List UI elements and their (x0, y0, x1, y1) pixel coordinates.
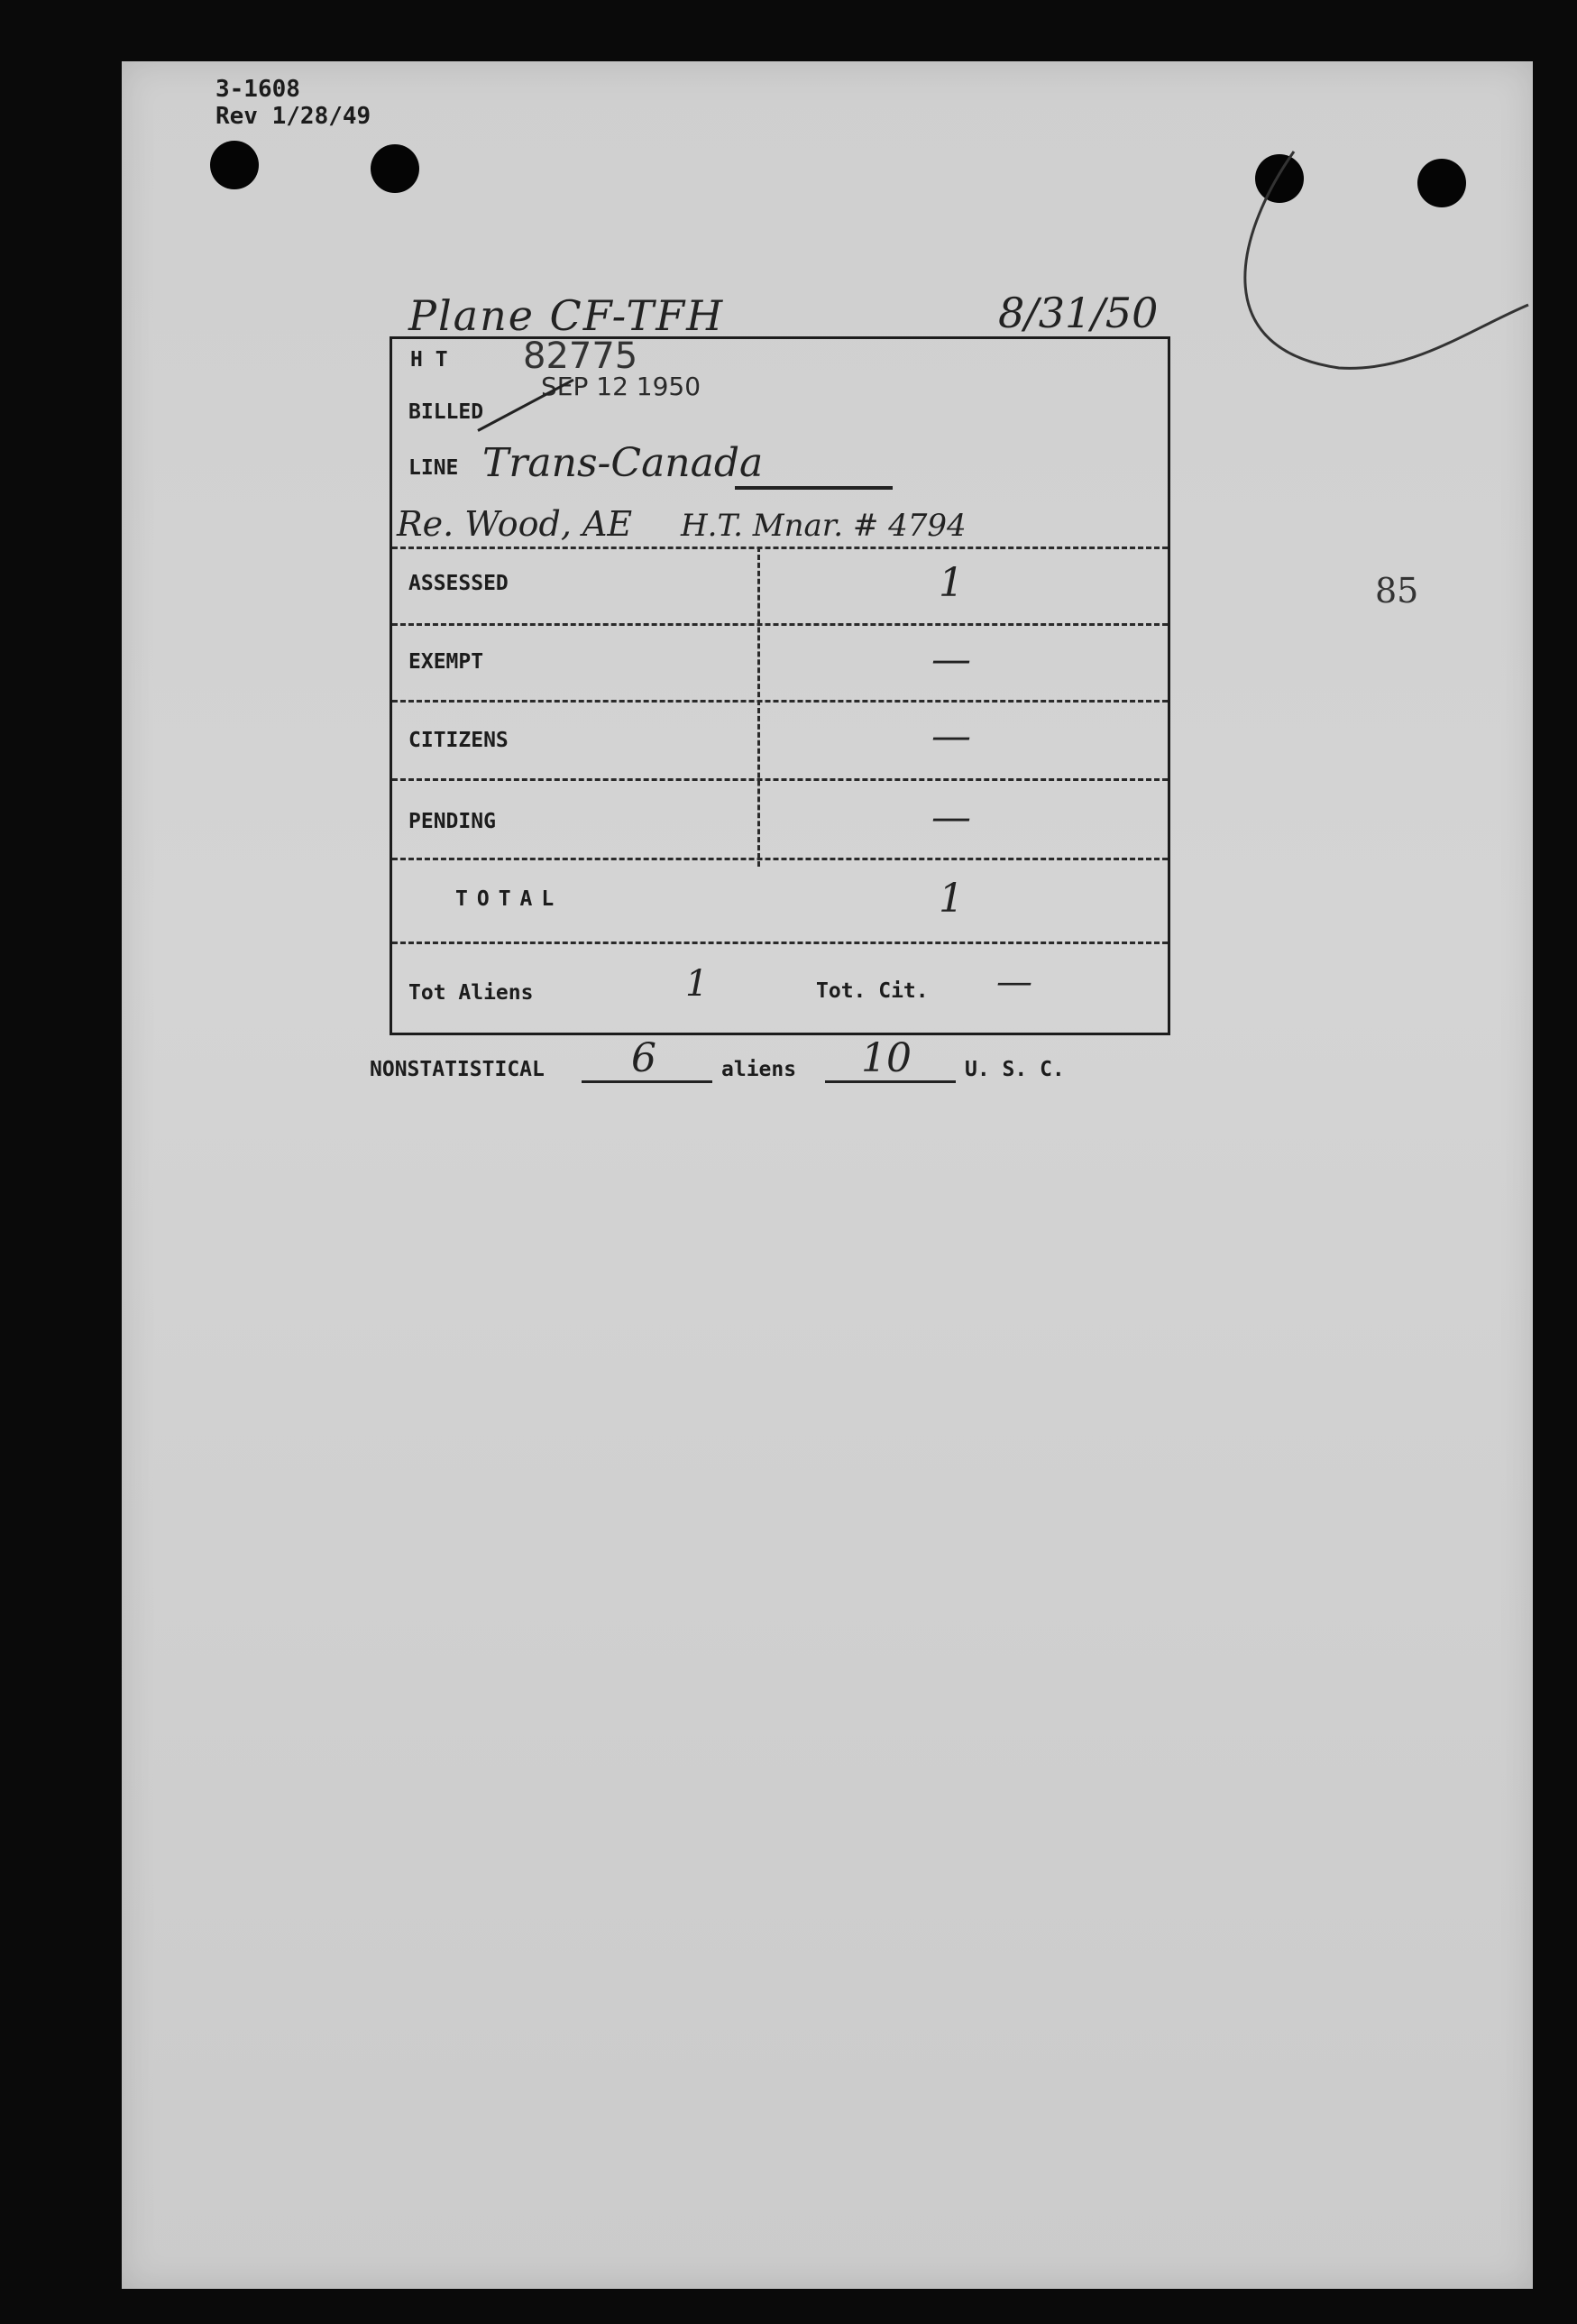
row-divider (392, 942, 1168, 944)
row-divider (392, 623, 1168, 626)
assessed-label: ASSESSED (408, 572, 509, 595)
tot-aliens-label: Tot Aliens (408, 981, 534, 1005)
nonstat-aliens-label: aliens (721, 1058, 797, 1081)
pencil-curve-mark (1177, 97, 1537, 422)
date-stamp: SEP 12 1950 (541, 372, 701, 401)
exempt-label: EXEMPT (408, 650, 484, 674)
tot-aliens-value: 1 (685, 963, 709, 1005)
column-divider (757, 547, 760, 867)
flight-date: 8/31/50 (998, 289, 1159, 337)
form-revision: Rev 1/28/49 (215, 103, 371, 130)
exempt-value: — (931, 637, 971, 683)
punch-hole (210, 141, 259, 189)
total-label: TOTAL (455, 887, 564, 911)
tot-cit-label: Tot. Cit. (816, 979, 929, 1003)
billed-label: BILLED (408, 400, 484, 424)
assessed-value: 1 (939, 560, 964, 606)
row-divider (392, 547, 1168, 549)
line-label: LINE (408, 456, 459, 480)
pending-value: — (931, 795, 971, 840)
line-value: Trans-Canada (482, 440, 764, 486)
tot-cit-value: — (996, 961, 1032, 1003)
citizens-label: CITIZENS (408, 729, 509, 752)
form-number: 3-1608 (215, 76, 300, 103)
strike-mark (477, 379, 573, 432)
document-sheet (122, 61, 1533, 2289)
row-divider (392, 700, 1168, 703)
punch-hole (371, 144, 419, 193)
nonstat-usc-value: 10 (861, 1035, 912, 1081)
plane-id: Plane CF-TFH (408, 291, 725, 340)
line-underline (735, 486, 893, 490)
citizens-value: — (931, 713, 971, 759)
nonstatistical-label: NONSTATISTICAL (370, 1058, 545, 1081)
nonstat-usc-label: U. S. C. (965, 1058, 1065, 1081)
nonstat-aliens-value: 6 (631, 1035, 656, 1081)
re-line: Re. Wood, AE (397, 504, 633, 544)
ht-label: H T (410, 348, 448, 372)
form-id (215, 76, 371, 130)
page-number: 85 (1375, 571, 1419, 611)
row-divider (392, 858, 1168, 860)
total-value: 1 (939, 876, 964, 922)
pending-label: PENDING (408, 810, 496, 833)
ht-number: 82775 (523, 335, 638, 377)
manifest-form (390, 336, 1170, 1035)
ht-misc-number: H.T. Mnar. # 4794 (681, 508, 967, 544)
row-divider (392, 778, 1168, 781)
